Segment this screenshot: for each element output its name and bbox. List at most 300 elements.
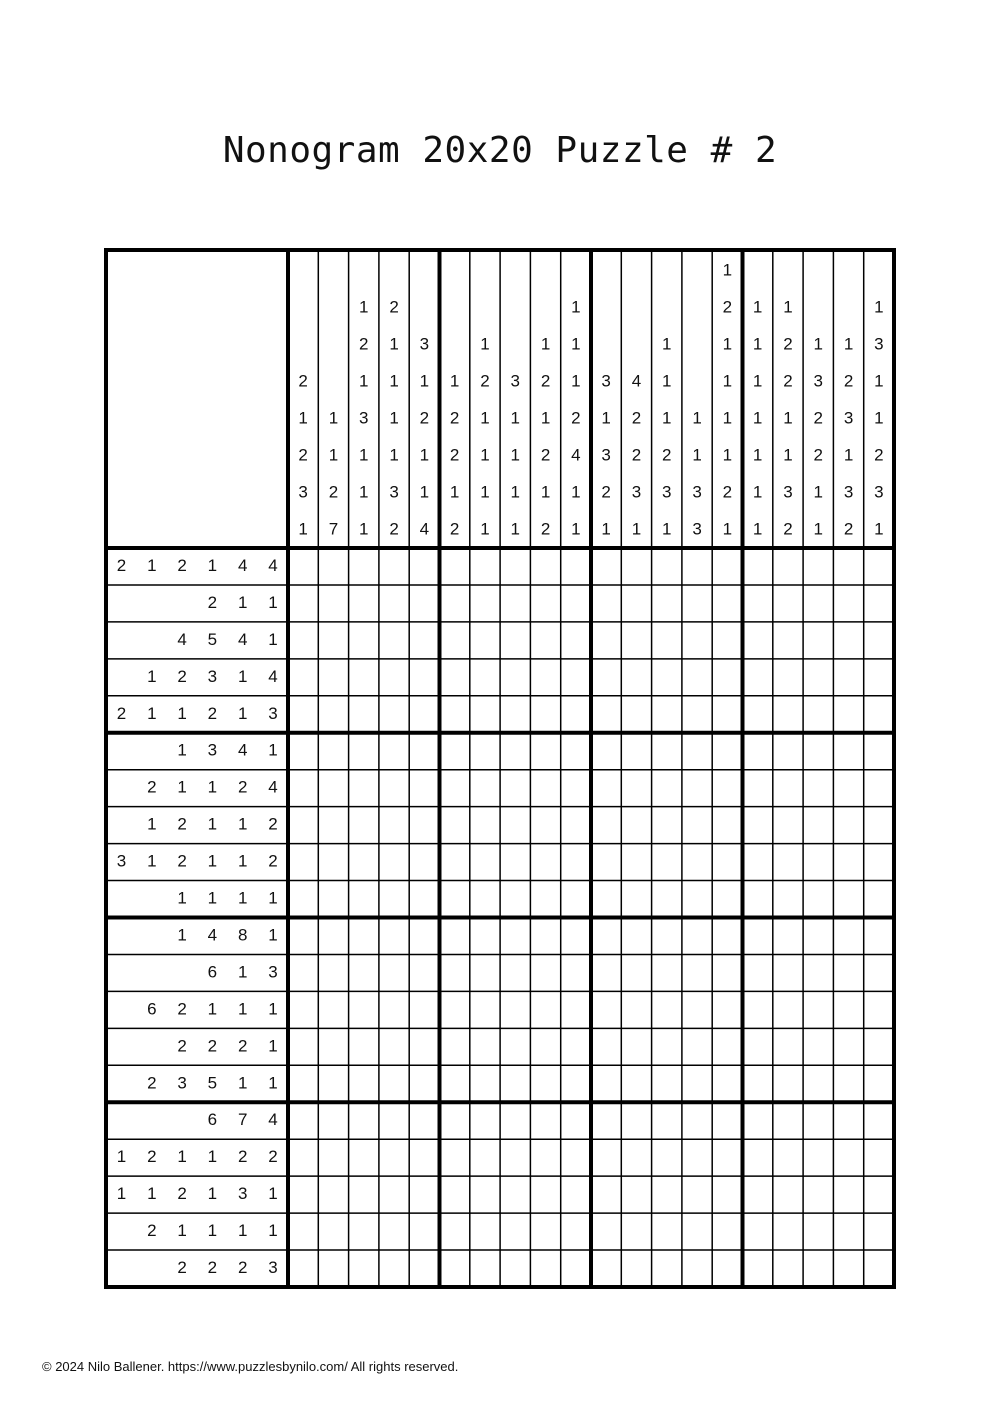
grid-cell[interactable] (500, 696, 530, 733)
grid-cell[interactable] (409, 1065, 439, 1102)
grid-cell[interactable] (470, 696, 500, 733)
grid-cell[interactable] (318, 1028, 348, 1065)
grid-cell[interactable] (652, 659, 682, 696)
grid-cell[interactable] (833, 696, 863, 733)
grid-cell[interactable] (530, 696, 560, 733)
grid-cell[interactable] (803, 733, 833, 770)
grid-cell[interactable] (288, 1139, 318, 1176)
grid-cell[interactable] (440, 1250, 470, 1287)
grid-cell[interactable] (864, 1065, 894, 1102)
grid-cell[interactable] (561, 844, 591, 881)
grid-cell[interactable] (743, 1028, 773, 1065)
grid-cell[interactable] (318, 585, 348, 622)
grid-cell[interactable] (440, 1139, 470, 1176)
grid-cell[interactable] (682, 733, 712, 770)
grid-cell[interactable] (773, 991, 803, 1028)
grid-cell[interactable] (318, 659, 348, 696)
grid-cell[interactable] (803, 548, 833, 585)
grid-cell[interactable] (379, 1102, 409, 1139)
grid-cell[interactable] (288, 881, 318, 918)
grid-cell[interactable] (833, 770, 863, 807)
grid-cell[interactable] (773, 844, 803, 881)
grid-cell[interactable] (318, 1102, 348, 1139)
grid-cell[interactable] (803, 954, 833, 991)
grid-cell[interactable] (379, 881, 409, 918)
grid-cell[interactable] (409, 881, 439, 918)
grid-cell[interactable] (682, 585, 712, 622)
grid-cell[interactable] (379, 918, 409, 955)
grid-cell[interactable] (318, 844, 348, 881)
grid-cell[interactable] (591, 585, 621, 622)
grid-cell[interactable] (500, 1176, 530, 1213)
grid-cell[interactable] (409, 918, 439, 955)
grid-cell[interactable] (743, 1139, 773, 1176)
grid-cell[interactable] (409, 1176, 439, 1213)
grid-cell[interactable] (349, 696, 379, 733)
grid-cell[interactable] (803, 1065, 833, 1102)
grid-cell[interactable] (379, 622, 409, 659)
grid-cell[interactable] (561, 954, 591, 991)
grid-cell[interactable] (803, 1139, 833, 1176)
grid-cell[interactable] (288, 1250, 318, 1287)
grid-cell[interactable] (773, 918, 803, 955)
grid-cell[interactable] (743, 807, 773, 844)
grid-cell[interactable] (591, 1176, 621, 1213)
grid-cell[interactable] (652, 1250, 682, 1287)
grid-cell[interactable] (682, 807, 712, 844)
grid-cell[interactable] (833, 991, 863, 1028)
grid-cell[interactable] (864, 659, 894, 696)
grid-cell[interactable] (530, 585, 560, 622)
grid-cell[interactable] (500, 622, 530, 659)
grid-cell[interactable] (409, 1139, 439, 1176)
grid-cell[interactable] (743, 1176, 773, 1213)
grid-cell[interactable] (561, 881, 591, 918)
grid-cell[interactable] (864, 1213, 894, 1250)
grid-cell[interactable] (803, 1176, 833, 1213)
grid-cell[interactable] (379, 1213, 409, 1250)
grid-cell[interactable] (288, 696, 318, 733)
grid-cell[interactable] (561, 622, 591, 659)
grid-cell[interactable] (349, 881, 379, 918)
grid-cell[interactable] (621, 659, 651, 696)
grid-cell[interactable] (379, 1139, 409, 1176)
grid-cell[interactable] (379, 1250, 409, 1287)
grid-cell[interactable] (530, 1139, 560, 1176)
grid-cell[interactable] (470, 881, 500, 918)
grid-cell[interactable] (652, 954, 682, 991)
grid-cell[interactable] (773, 1176, 803, 1213)
grid-cell[interactable] (561, 1176, 591, 1213)
grid-cell[interactable] (470, 807, 500, 844)
grid-cell[interactable] (621, 1102, 651, 1139)
grid-cell[interactable] (743, 733, 773, 770)
grid-cell[interactable] (773, 770, 803, 807)
grid-cell[interactable] (743, 1102, 773, 1139)
grid-cell[interactable] (803, 1213, 833, 1250)
grid-cell[interactable] (440, 807, 470, 844)
grid-cell[interactable] (440, 1213, 470, 1250)
grid-cell[interactable] (500, 954, 530, 991)
grid-cell[interactable] (288, 1065, 318, 1102)
grid-cell[interactable] (833, 585, 863, 622)
grid-cell[interactable] (470, 844, 500, 881)
grid-cell[interactable] (743, 659, 773, 696)
grid-cell[interactable] (500, 1102, 530, 1139)
grid-cell[interactable] (349, 1139, 379, 1176)
grid-cell[interactable] (652, 844, 682, 881)
grid-cell[interactable] (349, 548, 379, 585)
grid-cell[interactable] (440, 622, 470, 659)
grid-cell[interactable] (440, 696, 470, 733)
grid-cell[interactable] (318, 1065, 348, 1102)
grid-cell[interactable] (833, 548, 863, 585)
grid-cell[interactable] (470, 733, 500, 770)
grid-cell[interactable] (591, 1213, 621, 1250)
grid-cell[interactable] (318, 1213, 348, 1250)
grid-cell[interactable] (864, 585, 894, 622)
grid-cell[interactable] (712, 807, 742, 844)
grid-cell[interactable] (682, 1028, 712, 1065)
grid-cell[interactable] (621, 622, 651, 659)
grid-cell[interactable] (561, 918, 591, 955)
grid-cell[interactable] (470, 1139, 500, 1176)
grid-cell[interactable] (530, 881, 560, 918)
grid-cell[interactable] (409, 954, 439, 991)
grid-cell[interactable] (561, 991, 591, 1028)
grid-cell[interactable] (530, 1028, 560, 1065)
grid-cell[interactable] (712, 696, 742, 733)
grid-cell[interactable] (288, 1176, 318, 1213)
grid-cell[interactable] (621, 585, 651, 622)
grid-cell[interactable] (712, 1213, 742, 1250)
grid-cell[interactable] (621, 954, 651, 991)
grid-cell[interactable] (652, 1213, 682, 1250)
grid-cell[interactable] (470, 918, 500, 955)
grid-cell[interactable] (288, 1028, 318, 1065)
grid-cell[interactable] (409, 1102, 439, 1139)
grid-cell[interactable] (318, 696, 348, 733)
grid-cell[interactable] (288, 844, 318, 881)
grid-cell[interactable] (500, 548, 530, 585)
grid-cell[interactable] (591, 1065, 621, 1102)
grid-cell[interactable] (833, 1213, 863, 1250)
grid-cell[interactable] (409, 659, 439, 696)
grid-cell[interactable] (712, 659, 742, 696)
grid-cell[interactable] (773, 807, 803, 844)
grid-cell[interactable] (682, 622, 712, 659)
grid-cell[interactable] (440, 991, 470, 1028)
grid-cell[interactable] (530, 1065, 560, 1102)
grid-cell[interactable] (621, 733, 651, 770)
grid-cell[interactable] (833, 1250, 863, 1287)
grid-cell[interactable] (530, 1102, 560, 1139)
grid-cell[interactable] (833, 1028, 863, 1065)
grid-cell[interactable] (591, 918, 621, 955)
grid-cell[interactable] (591, 844, 621, 881)
grid-cell[interactable] (712, 1139, 742, 1176)
grid-cell[interactable] (530, 954, 560, 991)
grid-cell[interactable] (500, 991, 530, 1028)
grid-cell[interactable] (288, 770, 318, 807)
grid-cell[interactable] (621, 1139, 651, 1176)
grid-cell[interactable] (652, 991, 682, 1028)
grid-cell[interactable] (288, 585, 318, 622)
grid-cell[interactable] (409, 1028, 439, 1065)
grid-cell[interactable] (591, 770, 621, 807)
grid-cell[interactable] (803, 844, 833, 881)
grid-cell[interactable] (743, 1213, 773, 1250)
grid-cell[interactable] (864, 991, 894, 1028)
grid-cell[interactable] (379, 585, 409, 622)
grid-cell[interactable] (440, 733, 470, 770)
grid-cell[interactable] (409, 1250, 439, 1287)
grid-cell[interactable] (864, 807, 894, 844)
grid-cell[interactable] (621, 1250, 651, 1287)
grid-cell[interactable] (440, 918, 470, 955)
grid-cell[interactable] (833, 659, 863, 696)
grid-cell[interactable] (743, 622, 773, 659)
grid-cell[interactable] (379, 991, 409, 1028)
grid-cell[interactable] (621, 918, 651, 955)
grid-cell[interactable] (530, 807, 560, 844)
grid-cell[interactable] (803, 770, 833, 807)
grid-cell[interactable] (470, 770, 500, 807)
grid-cell[interactable] (288, 659, 318, 696)
grid-cell[interactable] (561, 1250, 591, 1287)
grid-cell[interactable] (621, 991, 651, 1028)
grid-cell[interactable] (591, 1250, 621, 1287)
grid-cell[interactable] (621, 1176, 651, 1213)
grid-cell[interactable] (561, 1139, 591, 1176)
grid-cell[interactable] (500, 770, 530, 807)
grid-cell[interactable] (530, 622, 560, 659)
grid-cell[interactable] (500, 1213, 530, 1250)
grid-cell[interactable] (712, 585, 742, 622)
grid-cell[interactable] (349, 1102, 379, 1139)
grid-cell[interactable] (743, 991, 773, 1028)
grid-cell[interactable] (743, 770, 773, 807)
grid-cell[interactable] (409, 585, 439, 622)
grid-cell[interactable] (349, 1213, 379, 1250)
grid-cell[interactable] (591, 881, 621, 918)
grid-cell[interactable] (652, 770, 682, 807)
grid-cell[interactable] (652, 918, 682, 955)
grid-cell[interactable] (712, 844, 742, 881)
grid-cell[interactable] (864, 881, 894, 918)
grid-cell[interactable] (288, 991, 318, 1028)
grid-cell[interactable] (500, 1250, 530, 1287)
grid-cell[interactable] (773, 1102, 803, 1139)
grid-cell[interactable] (803, 696, 833, 733)
grid-cell[interactable] (682, 918, 712, 955)
grid-cell[interactable] (712, 881, 742, 918)
grid-cell[interactable] (712, 954, 742, 991)
grid-cell[interactable] (470, 1176, 500, 1213)
grid-cell[interactable] (318, 807, 348, 844)
grid-cell[interactable] (288, 807, 318, 844)
grid-cell[interactable] (530, 1213, 560, 1250)
grid-cell[interactable] (349, 659, 379, 696)
grid-cell[interactable] (500, 659, 530, 696)
grid-cell[interactable] (773, 548, 803, 585)
grid-cell[interactable] (682, 1139, 712, 1176)
grid-cell[interactable] (803, 807, 833, 844)
grid-cell[interactable] (349, 1250, 379, 1287)
grid-cell[interactable] (652, 1176, 682, 1213)
grid-cell[interactable] (318, 918, 348, 955)
grid-cell[interactable] (561, 1102, 591, 1139)
grid-cell[interactable] (470, 1028, 500, 1065)
grid-cell[interactable] (682, 1102, 712, 1139)
grid-cell[interactable] (803, 659, 833, 696)
grid-cell[interactable] (349, 1028, 379, 1065)
grid-cell[interactable] (318, 770, 348, 807)
grid-cell[interactable] (500, 1028, 530, 1065)
grid-cell[interactable] (318, 954, 348, 991)
grid-cell[interactable] (833, 733, 863, 770)
grid-cell[interactable] (773, 733, 803, 770)
grid-cell[interactable] (561, 585, 591, 622)
grid-cell[interactable] (682, 954, 712, 991)
grid-cell[interactable] (652, 881, 682, 918)
grid-cell[interactable] (591, 622, 621, 659)
grid-cell[interactable] (409, 548, 439, 585)
grid-cell[interactable] (470, 1102, 500, 1139)
grid-cell[interactable] (803, 585, 833, 622)
grid-cell[interactable] (561, 770, 591, 807)
grid-cell[interactable] (561, 1065, 591, 1102)
grid-cell[interactable] (318, 991, 348, 1028)
grid-cell[interactable] (470, 1213, 500, 1250)
grid-cell[interactable] (318, 1250, 348, 1287)
grid-cell[interactable] (379, 770, 409, 807)
grid-cell[interactable] (773, 696, 803, 733)
grid-cell[interactable] (591, 807, 621, 844)
grid-cell[interactable] (621, 1065, 651, 1102)
grid-cell[interactable] (409, 844, 439, 881)
grid-cell[interactable] (743, 1250, 773, 1287)
grid-cell[interactable] (712, 991, 742, 1028)
grid-cell[interactable] (561, 659, 591, 696)
grid-cell[interactable] (864, 1102, 894, 1139)
grid-cell[interactable] (288, 1213, 318, 1250)
grid-cell[interactable] (379, 844, 409, 881)
grid-cell[interactable] (652, 1102, 682, 1139)
grid-cell[interactable] (864, 1176, 894, 1213)
grid-cell[interactable] (773, 659, 803, 696)
grid-cell[interactable] (773, 881, 803, 918)
grid-cell[interactable] (864, 844, 894, 881)
grid-cell[interactable] (864, 696, 894, 733)
grid-cell[interactable] (712, 733, 742, 770)
grid-cell[interactable] (530, 991, 560, 1028)
grid-cell[interactable] (470, 622, 500, 659)
grid-cell[interactable] (773, 622, 803, 659)
grid-cell[interactable] (621, 844, 651, 881)
grid-cell[interactable] (591, 696, 621, 733)
grid-cell[interactable] (803, 1250, 833, 1287)
grid-cell[interactable] (833, 807, 863, 844)
grid-cell[interactable] (440, 1065, 470, 1102)
grid-cell[interactable] (409, 733, 439, 770)
grid-cell[interactable] (743, 585, 773, 622)
grid-cell[interactable] (440, 954, 470, 991)
grid-cell[interactable] (440, 1176, 470, 1213)
grid-cell[interactable] (803, 881, 833, 918)
grid-cell[interactable] (591, 954, 621, 991)
grid-cell[interactable] (500, 733, 530, 770)
grid-cell[interactable] (440, 844, 470, 881)
grid-cell[interactable] (591, 1028, 621, 1065)
grid-cell[interactable] (712, 622, 742, 659)
grid-cell[interactable] (409, 807, 439, 844)
grid-cell[interactable] (833, 844, 863, 881)
grid-cell[interactable] (621, 881, 651, 918)
grid-cell[interactable] (530, 1176, 560, 1213)
grid-cell[interactable] (773, 1213, 803, 1250)
grid-cell[interactable] (803, 1102, 833, 1139)
grid-cell[interactable] (803, 918, 833, 955)
grid-cell[interactable] (470, 1065, 500, 1102)
grid-cell[interactable] (288, 622, 318, 659)
grid-cell[interactable] (712, 548, 742, 585)
grid-cell[interactable] (652, 1065, 682, 1102)
grid-cell[interactable] (530, 918, 560, 955)
grid-cell[interactable] (743, 1065, 773, 1102)
grid-cell[interactable] (652, 696, 682, 733)
grid-cell[interactable] (712, 1176, 742, 1213)
grid-cell[interactable] (773, 1139, 803, 1176)
grid-cell[interactable] (318, 1176, 348, 1213)
grid-cell[interactable] (743, 918, 773, 955)
grid-cell[interactable] (349, 622, 379, 659)
grid-cell[interactable] (682, 1065, 712, 1102)
grid-cell[interactable] (349, 733, 379, 770)
grid-cell[interactable] (591, 659, 621, 696)
grid-cell[interactable] (621, 696, 651, 733)
grid-cell[interactable] (773, 585, 803, 622)
grid-cell[interactable] (621, 1213, 651, 1250)
grid-cell[interactable] (833, 881, 863, 918)
grid-cell[interactable] (652, 548, 682, 585)
grid-cell[interactable] (864, 918, 894, 955)
grid-cell[interactable] (288, 918, 318, 955)
grid-cell[interactable] (500, 807, 530, 844)
grid-cell[interactable] (712, 1250, 742, 1287)
grid-cell[interactable] (833, 1176, 863, 1213)
grid-cell[interactable] (409, 991, 439, 1028)
grid-cell[interactable] (409, 1213, 439, 1250)
grid-cell[interactable] (682, 659, 712, 696)
grid-cell[interactable] (409, 696, 439, 733)
grid-cell[interactable] (409, 622, 439, 659)
grid-cell[interactable] (530, 1250, 560, 1287)
grid-cell[interactable] (712, 918, 742, 955)
grid-cell[interactable] (833, 1102, 863, 1139)
grid-cell[interactable] (470, 954, 500, 991)
grid-cell[interactable] (500, 1139, 530, 1176)
grid-cell[interactable] (652, 622, 682, 659)
grid-cell[interactable] (682, 696, 712, 733)
grid-cell[interactable] (470, 585, 500, 622)
grid-cell[interactable] (682, 844, 712, 881)
grid-cell[interactable] (591, 548, 621, 585)
grid-cell[interactable] (864, 733, 894, 770)
grid-cell[interactable] (379, 1065, 409, 1102)
grid-cell[interactable] (864, 548, 894, 585)
grid-cell[interactable] (743, 844, 773, 881)
